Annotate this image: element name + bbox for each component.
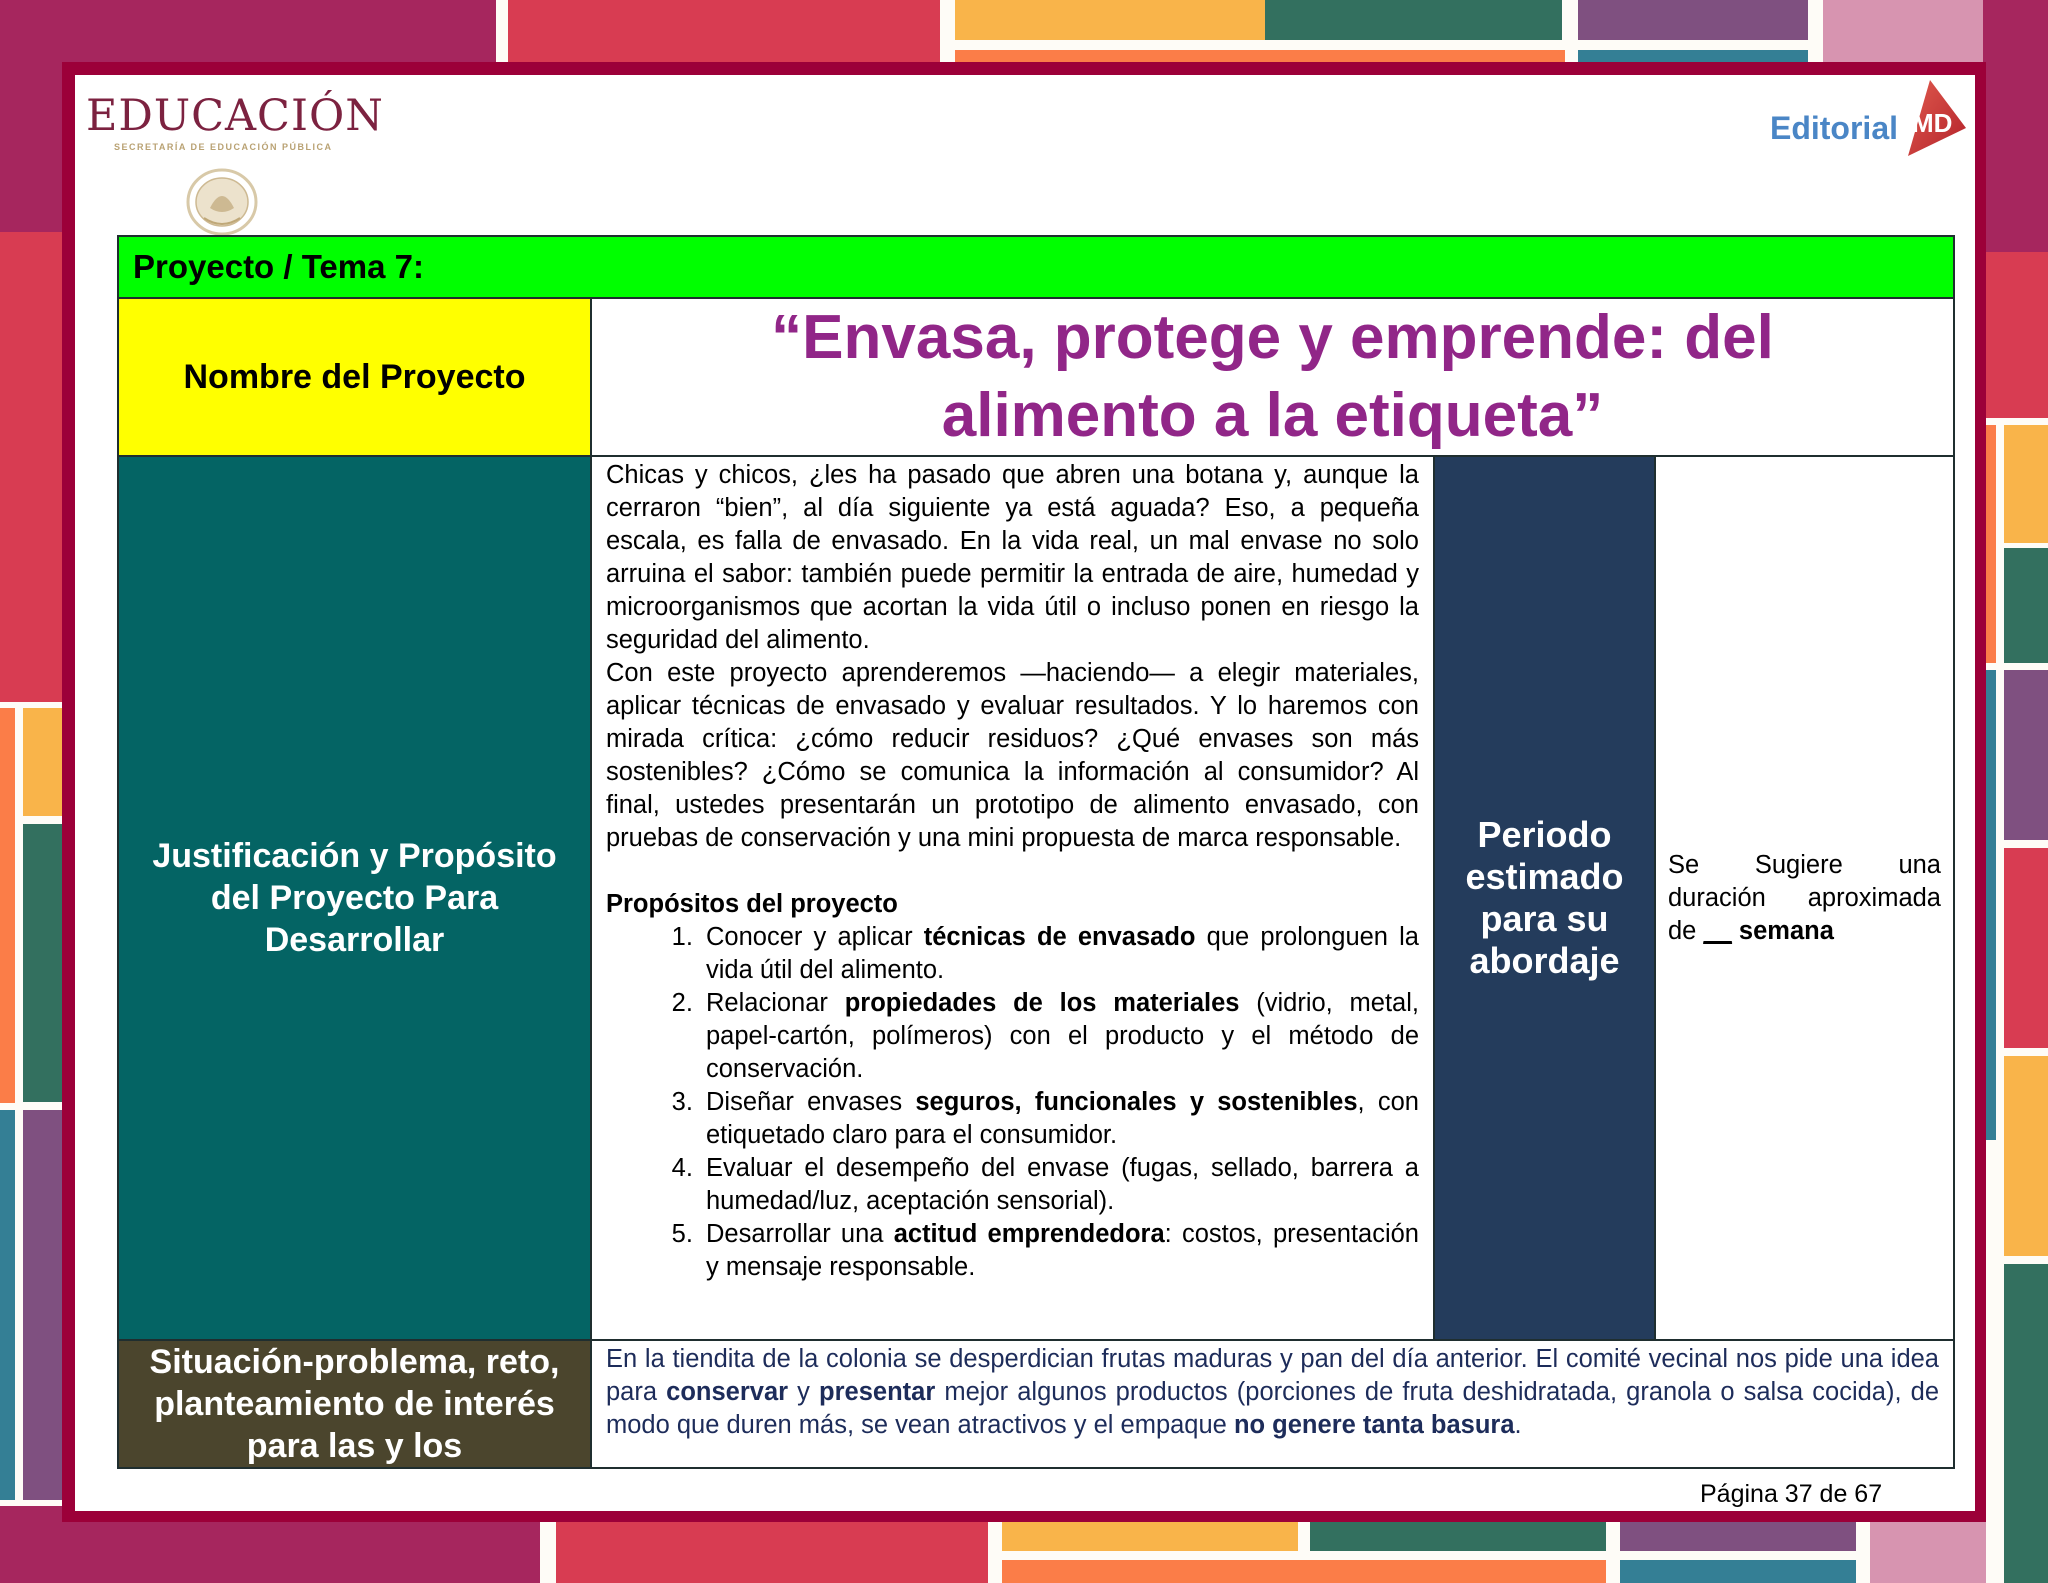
situation-label: Situación-problema, reto, planteamiento de interés para las y los [118,1340,591,1468]
mosaic-tile [1986,242,2048,252]
md-triangle-logo-icon [1902,80,1966,158]
purpose-item: 1. Conocer y aplicar técnicas de envasado que prolonguen la vida útil del alimento. [700,921,1419,987]
project-name-label: Nombre del Proyecto [118,298,591,456]
project-name-row [118,298,1954,456]
purpose-item: 3. Diseñar envases seguros, funcionales y sostenibles, con etiquetado claro para el consumidor. [700,1086,1419,1152]
mosaic-tile [23,1110,62,1500]
purpose-item: 2. Relacionar propiedades de los materiales (vidrio, metal, papel-cartón, polímeros) con el producto y el método de conservación. [700,987,1419,1086]
mosaic-tile [1265,0,1562,40]
page-number: Página 37 de 67 [1700,1480,1883,1508]
period-value: Se Sugiere una duración aproximada de __ semana [1655,456,1954,1340]
mosaic-tile [1578,50,1808,62]
project-table [117,235,1955,1469]
justification-paragraph: Chicas y chicos, ¿les ha pasado que abren una botana y, aunque la cerraron “bien”, al día siguiente ya está aguada? Eso, a pequeña escala, es falla de envasado. En la vida real, un mal envase no solo arruina el sabor: también puede permitir la entrada de aire, humedad y microorganismos que acortan la vida útil o incluso ponen en riesgo la seguridad del alimento. [606,461,1419,654]
purpose-item: 4. Evaluar el desempeño del envase (fugas, sellado, barrera a humedad/luz, aceptación sensorial). [700,1152,1419,1218]
mosaic-tile [2004,425,2048,543]
project-title-line-1: “Envasa, protege y emprende: del [771,303,1774,372]
mosaic-tile [2004,670,2048,840]
mosaic-tile [1823,0,1983,62]
mosaic-tile [23,708,62,816]
mosaic-tile [1986,425,1996,663]
justification-body [591,456,1434,1340]
mosaic-tile [1986,252,2048,418]
mosaic-tile [23,824,62,1102]
project-header-row [118,236,1954,298]
period-label: Periodo estimado para su abordaje [1434,456,1655,1340]
justification-label: Justificación y Propósito del Proyecto Para Desarrollar [118,456,591,1340]
purposes-title: Propósitos del proyecto [606,890,898,918]
project-title-line-2: alimento a la etiqueta” [941,381,1604,450]
mosaic-tile [0,1110,15,1500]
mosaic-tile [2004,1056,2048,1256]
purpose-item: 5. Desarrollar una actitud emprendedora: costos, presentación y mensaje responsable. [700,1218,1419,1284]
project-header-label: Proyecto / Tema 7: [118,236,1954,298]
mosaic-tile [1002,1560,1606,1583]
sep-logo-subtitle: SECRETARÍA DE EDUCACIÓN PÚBLICA [114,142,333,152]
purposes-list [606,921,1419,1284]
svg-text:MD: MD [1912,108,1953,138]
mosaic-tile [0,708,15,1103]
mosaic-tile [2004,1264,2048,1583]
mosaic-tile [1578,0,1808,40]
mosaic-tile [955,50,1565,62]
editorial-md-logo [1770,80,1966,158]
editorial-logo-word: Editorial [1769,109,1898,146]
mosaic-tile [1620,1560,1856,1583]
mosaic-tile [2004,848,2048,1048]
period-blank: __ [1703,916,1732,945]
sep-logo [86,92,384,152]
mosaic-tile [1983,0,2048,242]
justification-row [118,456,1954,1340]
mosaic-tile [1986,670,1996,1140]
mosaic-tile [955,0,1265,40]
coat-of-arms-seal-icon [184,168,260,236]
mosaic-tile [0,232,62,702]
mosaic-tile [508,0,940,62]
situation-body: En la tiendita de la colonia se desperdician frutas maduras y pan del día anterior. El comité vecinal nos pide una idea para conservar y presentar mejor algunos productos (porciones de fruta deshidratada, granola o salsa cocida), de modo que duren más, se vean atractivos y el empaque no genere tanta basura. [591,1340,1954,1468]
mosaic-tile [2004,548,2048,663]
project-title [591,298,1954,456]
justification-paragraph: Con este proyecto aprenderemos —haciendo— a elegir materiales, aplicar técnicas de envasado y evaluar resultados. Y lo haremos con mirada crítica: ¿cómo reducir residuos? ¿Qué envases son más sostenibles? ¿Cómo se comunica la información al consumidor? Al final, ustedes presentarán un prototipo de alimento envasado, con pruebas de conservación y una mini propuesta de marca responsable. [606,659,1419,852]
period-unit: semana [1738,916,1834,945]
situation-row [118,1340,1954,1468]
sep-logo-word: EDUCACIÓN [86,91,384,141]
